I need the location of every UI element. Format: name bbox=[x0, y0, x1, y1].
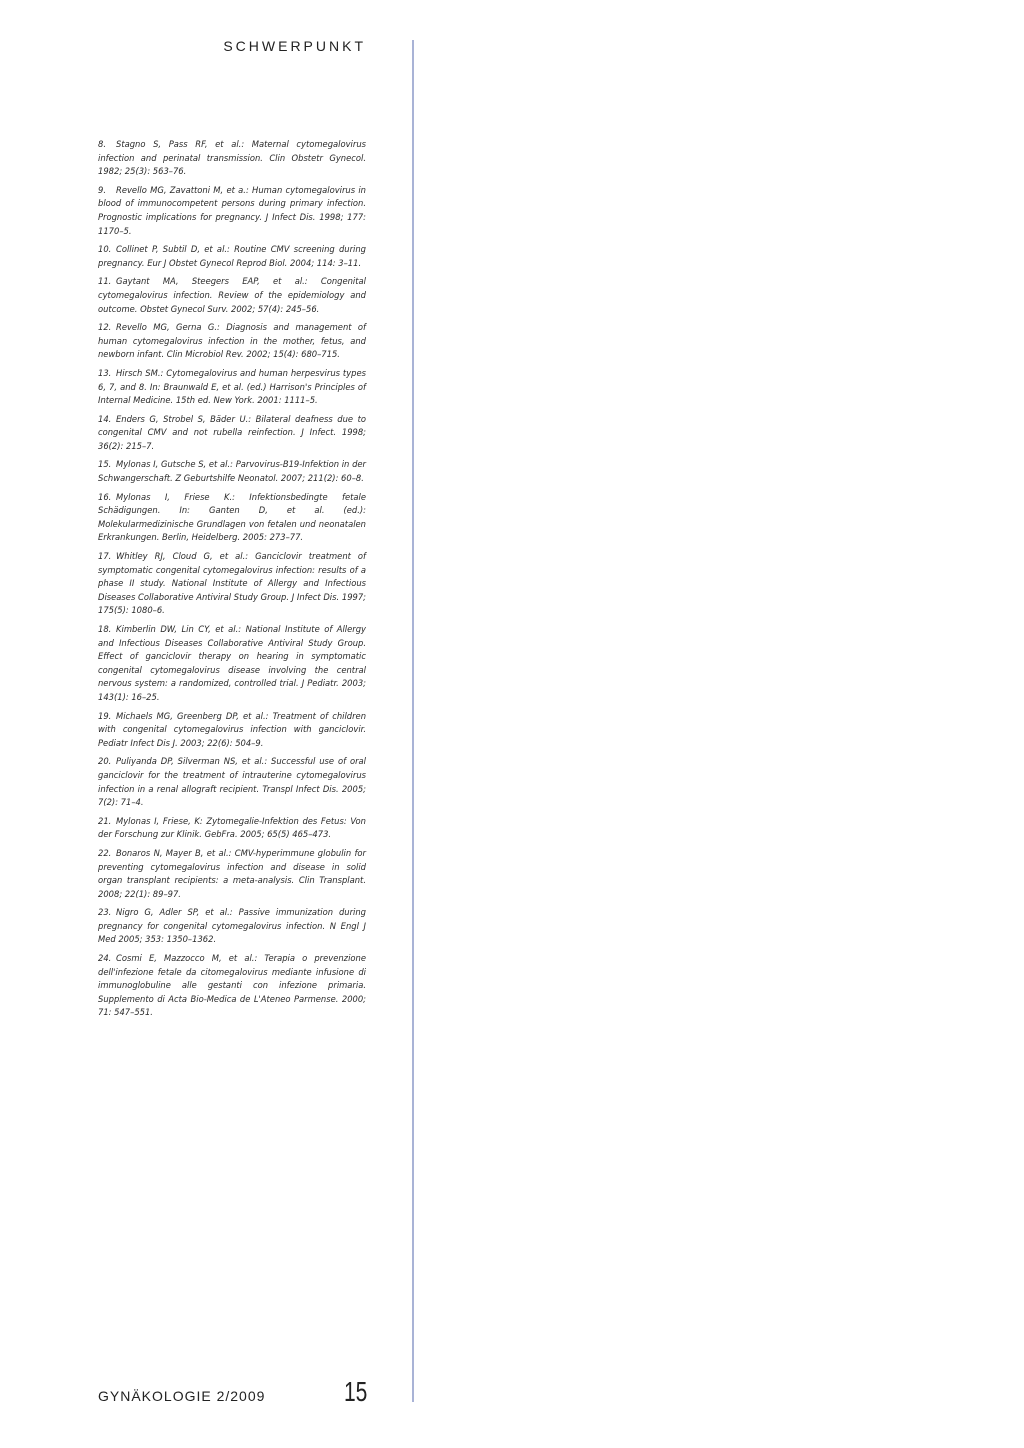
reference-item bbox=[98, 847, 366, 901]
reference-item bbox=[98, 550, 366, 618]
reference-item bbox=[98, 623, 366, 705]
journal-issue: GYNÄKOLOGIE 2/2009 bbox=[98, 1388, 266, 1404]
reference-text: Enders G, Strobel S, Bäder U.: Bilateral deafness due to congenital CMV and not rubella reinfection. J Infect. 1998; 36(2): 215–7. bbox=[98, 413, 366, 451]
reference-text: Kimberlin DW, Lin CY, et al.: National Institute of Allergy and Infectious Diseases Collaborative Antiviral Study Group. Effect of ganciclovir therapy on hearing in symptomatic congenital cytomegalovirus disease involving the central nervous system: a randomized, controlled trial. J Pediatr. 2003; 143(1): 16–25. bbox=[98, 624, 366, 702]
reference-number: 15. bbox=[98, 459, 112, 470]
reference-text: Puliyanda DP, Silverman NS, et al.: Successful use of oral ganciclovir for the treatment of intrauterine cytomegalovirus infection in a renal allograft recipient. Transpl Infect Dis. 2005; 7(2): 71–4. bbox=[98, 756, 366, 808]
reference-text: Bonaros N, Mayer B, et al.: CMV-hyperimmune globulin for preventing cytomegalovirus infection and disease in solid organ transplant recipients: a meta-analysis. Clin Transplant. 2008; 22(1): 89–97. bbox=[98, 847, 366, 899]
reference-text: Collinet P, Subtil D, et al.: Routine CMV screening during pregnancy. Eur J Obstet Gynecol Reprod Biol. 2004; 114: 3–11. bbox=[98, 244, 366, 268]
reference-item bbox=[98, 321, 366, 362]
reference-text: Hirsch SM.: Cytomegalovirus and human herpesvirus types 6, 7, and 8. In: Braunwald E, et al. (ed.) Harrison's Principles of Internal Medicine. 15th ed. New York. 2001: 1111–5. bbox=[98, 367, 366, 406]
reference-number: 20. bbox=[98, 756, 112, 767]
reference-item bbox=[98, 491, 366, 545]
reference-number: 9. bbox=[98, 184, 106, 195]
reference-number: 12. bbox=[98, 322, 112, 333]
reference-text: Whitley RJ, Cloud G, et al.: Ganciclovir treatment of symptomatic congenital cytomegalovirus infection: results of a phase II study. National Institute of Allergy and Infectious Diseases Collaborative Antiviral Study Group. J Infect Dis. 1997; 175(5): 1080–6. bbox=[98, 551, 366, 616]
page-number: 15 bbox=[344, 1376, 368, 1407]
reference-number: 13. bbox=[98, 367, 112, 378]
reference-number: 21. bbox=[98, 815, 112, 826]
reference-item bbox=[98, 815, 366, 842]
reference-list bbox=[98, 138, 366, 1025]
reference-number: 24. bbox=[98, 953, 112, 964]
reference-item bbox=[98, 755, 366, 809]
reference-item bbox=[98, 367, 366, 408]
reference-number: 14. bbox=[98, 413, 112, 424]
reference-item bbox=[98, 952, 366, 1020]
reference-item bbox=[98, 906, 366, 947]
reference-item bbox=[98, 243, 366, 270]
reference-text: Mylonas I, Friese, K: Zytomegalie-Infektion des Fetus: Von der Forschung zur Klinik. GebFra. 2005; 65(5) 465–473. bbox=[98, 815, 366, 840]
reference-number: 11. bbox=[98, 276, 112, 287]
reference-item bbox=[98, 275, 366, 316]
reference-text: Nigro G, Adler SP, et al.: Passive immunization during pregnancy for congenital cytomegalovirus infection. N Engl J Med 2005; 353: 1350–1362. bbox=[98, 907, 366, 945]
reference-text: Revello MG, Gerna G.: Diagnosis and management of human cytomegalovirus infection in the mother, fetus, and newborn infant. Clin Microbiol Rev. 2002; 15(4): 680–715. bbox=[98, 322, 366, 360]
reference-number: 17. bbox=[98, 551, 112, 562]
reference-number: 22. bbox=[98, 847, 112, 858]
reference-number: 18. bbox=[98, 624, 112, 634]
reference-number: 23. bbox=[98, 907, 112, 918]
reference-item bbox=[98, 458, 366, 485]
reference-number: 8. bbox=[98, 139, 106, 149]
reference-item bbox=[98, 413, 366, 454]
reference-number: 16. bbox=[98, 491, 112, 502]
reference-text: Stagno S, Pass RF, et al.: Maternal cytomegalovirus infection and perinatal transmission. Clin Obstetr Gynecol. 1982; 25(3): 563–76. bbox=[98, 139, 366, 177]
column-divider bbox=[412, 40, 414, 1402]
reference-text: Cosmi E, Mazzocco M, et al.: Terapia o prevenzione dell'infezione fetale da citomegalovirus mediante infusione di immunoglobuline alle gestanti con infezione primaria. Supplemento di Acta Bio-Medica de L'Ateneo Parmense. 2000; 71: 547–551. bbox=[98, 953, 366, 1018]
reference-text: Mylonas I, Gutsche S, et al.: Parvovirus-B19-Infektion in der Schwangerschaft. Z Geburtshilfe Neonatol. 2007; 211(2): 60–8. bbox=[98, 459, 366, 484]
reference-text: Michaels MG, Greenberg DP, et al.: Treatment of children with congenital cytomegalovirus infection with ganciclovir. Pediatr Infect Dis J. 2003; 22(6): 504–9. bbox=[98, 710, 366, 748]
reference-item bbox=[98, 710, 366, 751]
section-header: SCHWERPUNKT bbox=[223, 38, 366, 54]
reference-text: Gaytant MA, Steegers EAP, et al.: Congenital cytomegalovirus infection. Review of the epidemiology and outcome. Obstet Gynecol Surv. 2002; 57(4): 245–56. bbox=[98, 276, 366, 314]
reference-text: Mylonas I, Friese K.: Infektionsbedingte fetale Schädigungen. In: Ganten D, et al. (ed.): Molekularmedizinische Grundlagen von fetalen und neonatalen Erkrankungen. Berlin, Heidelberg. 2005: 273–77. bbox=[98, 491, 366, 543]
reference-number: 10. bbox=[98, 244, 112, 255]
reference-number: 19. bbox=[98, 710, 112, 721]
reference-text: Revello MG, Zavattoni M, et a.: Human cytomegalovirus in blood of immunocompetent persons during primary infection. Prognostic implications for pregnancy. J Infect Dis. 1998; 177: 1170–5. bbox=[98, 184, 366, 236]
reference-item bbox=[98, 184, 366, 238]
reference-item bbox=[98, 138, 366, 179]
